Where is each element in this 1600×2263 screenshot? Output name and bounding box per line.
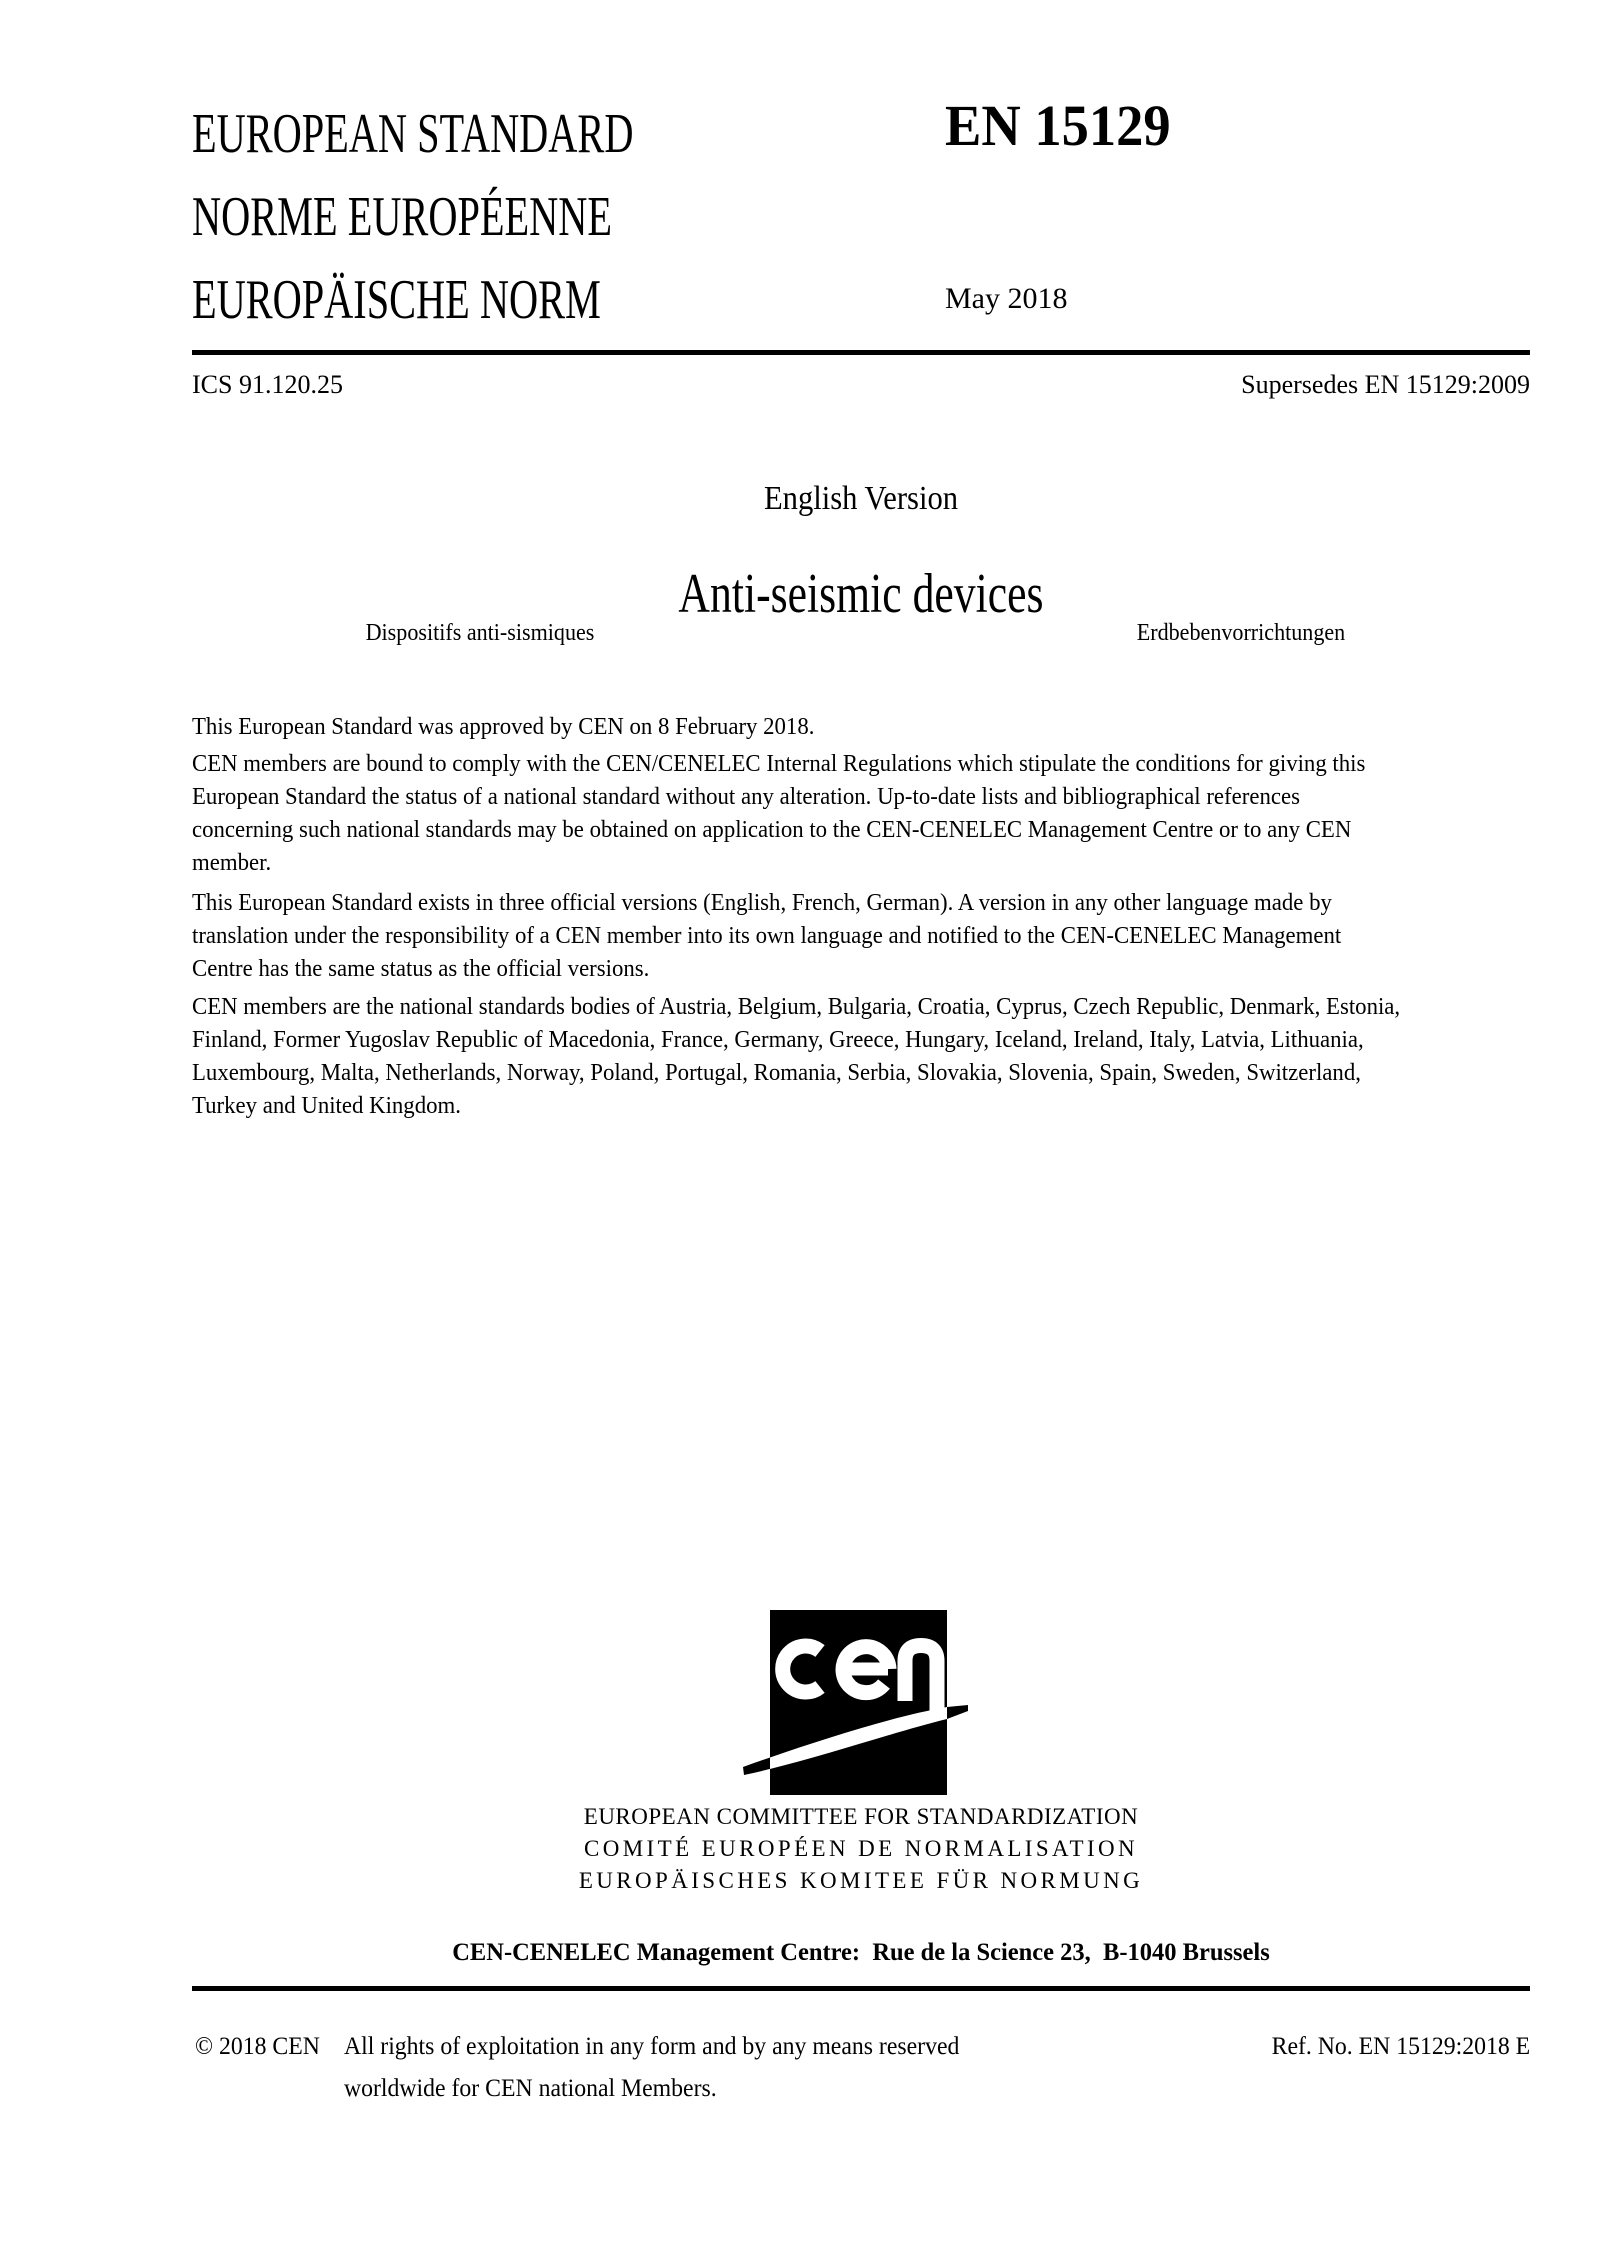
members-paragraph — [192, 991, 1464, 1123]
paragraph-line: This European Standard exists in three official versions (English, French, German). A version in any other language made by — [192, 890, 1332, 916]
rights-statement — [344, 2026, 959, 2110]
title-german: Erdbebenvorrichtungen — [1136, 620, 1346, 646]
title-french: Dispositifs anti-sismiques — [365, 620, 595, 646]
paragraph-line: CEN members are the national standards bodies of Austria, Belgium, Bulgaria, Croatia, Cyprus, Czech Republic, Denmark, Estonia, — [192, 994, 1401, 1020]
version-label: English Version — [763, 480, 959, 517]
header-title-fr: NORME EUROPÉENNE — [192, 186, 612, 248]
paragraph-line: translation under the responsibility of a CEN member into its own language and notified to the CEN-CENELEC Management — [192, 923, 1342, 949]
header-title-en: EUROPEAN STANDARD — [192, 103, 634, 165]
cen-logo-icon — [740, 1605, 975, 1800]
management-centre-address: CEN-CENELEC Management Centre: Rue de la Science 23, B-1040 Brussels — [452, 1939, 1270, 1966]
committee-caption-en: EUROPEAN COMMITTEE FOR STANDARDIZATION — [583, 1804, 1139, 1829]
paragraph-line: European Standard the status of a national standard without any alteration. Up-to-date lists and bibliographical references — [192, 784, 1300, 810]
document-title: Anti-seismic devices — [678, 563, 1044, 625]
standard-number: EN 15129 — [945, 93, 1171, 158]
paragraph-line: Finland, Former Yugoslav Republic of Macedonia, France, Germany, Greece, Hungary, Iceland, Ireland, Italy, Latvia, Lithuania, — [192, 1027, 1364, 1053]
paragraph-line: member. — [192, 850, 272, 876]
committee-caption-fr: COMITÉ EUROPÉEN DE NORMALISATION — [583, 1836, 1139, 1861]
ics-code: ICS 91.120.25 — [192, 370, 343, 399]
approval-paragraph: This European Standard was approved by CEN on 8 February 2018. — [192, 714, 815, 740]
supersedes-note: Supersedes EN 15129:2009 — [1241, 370, 1530, 399]
copyright-notice: © 2018 CEN — [195, 2033, 320, 2060]
paragraph-line: Centre has the same status as the official versions. — [192, 956, 650, 982]
publication-date: May 2018 — [945, 282, 1068, 315]
paragraph-line: Luxembourg, Malta, Netherlands, Norway, Poland, Portugal, Romania, Serbia, Slovakia, Slovenia, Spain, Sweden, Switzerland, — [192, 1060, 1361, 1086]
header-title-de: EUROPÄISCHE NORM — [192, 269, 601, 331]
rights-line: worldwide for CEN national Members. — [344, 2075, 717, 2102]
regulations-paragraph — [192, 748, 1427, 880]
meta-row — [192, 372, 1530, 398]
paragraph-line: Turkey and United Kingdom. — [192, 1093, 461, 1119]
top-rule — [192, 350, 1530, 355]
paragraph-line: CEN members are bound to comply with the CEN/CENELEC Internal Regulations which stipulate the conditions for giving this — [192, 751, 1366, 777]
versions-paragraph — [192, 887, 1402, 986]
bottom-rule — [192, 1986, 1530, 1991]
paragraph-line: concerning such national standards may be obtained on application to the CEN-CENELEC Management Centre or to any CEN — [192, 817, 1352, 843]
reference-number: Ref. No. EN 15129:2018 E — [1271, 2033, 1530, 2060]
rights-line: All rights of exploitation in any form and by any means reserved — [344, 2033, 960, 2060]
committee-caption-de: EUROPÄISCHES KOMITEE FÜR NORMUNG — [578, 1868, 1144, 1893]
